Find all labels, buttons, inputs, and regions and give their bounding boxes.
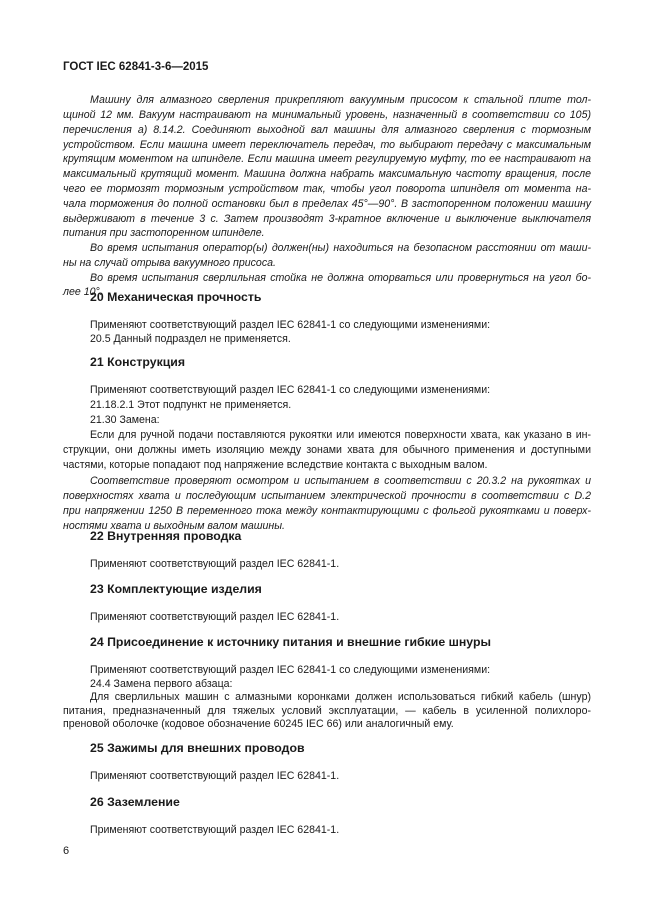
text-line: Применяют соответствующий раздел IEC 62841-1 со следующими изменениями:	[90, 384, 491, 396]
text-line: преновой оболочке (кодовое обозначение 60245 IEC 66) или аналогичный ему.	[63, 718, 454, 730]
text-line: Во время испытания сверлильная стойка не должна оторваться или провернуться на угол бо-	[90, 272, 591, 284]
running-header: ГОСТ IEC 62841-3-6—2015	[63, 61, 209, 73]
text-line: Применяют соответствующий раздел IEC 62841-1.	[90, 558, 340, 570]
text-line: частями, которые попадают под напряжение вследствие контакта с выходным валом.	[63, 459, 488, 471]
section-heading-24: 24 Присоединение к источнику питания и внешние гибкие шнуры	[90, 635, 491, 649]
text-line: Если для ручной подачи поставляются рукоятки или имеются поверхности хвата, как указано в ин-	[90, 429, 591, 441]
text-line: Соответствие проверяют осмотром и испытанием в соответствии с 20.3.2 на рукоятках и	[90, 475, 591, 487]
text-line: лее 10°.	[63, 286, 103, 298]
text-line: Применяют соответствующий раздел IEC 62841-1 со следующими изменениями:	[90, 664, 491, 676]
text-line: крутящим моментом на шпинделе. Если машина имеет регулируемую муфту, то ее настраивают на	[63, 153, 591, 165]
text-line: чего ее тормозят тормозным устройством так, чтобы угол поворота шпинделя от момента на-	[63, 183, 591, 195]
text-line: Применяют соответствующий раздел IEC 62841-1.	[90, 824, 340, 836]
section-heading-25: 25 Зажимы для внешних проводов	[90, 741, 305, 755]
text-line: перечисления а) 8.14.2. Соединяют выходной вал машины для алмазного сверления с тормозным	[63, 124, 591, 136]
text-line: 21.30 Замена:	[90, 414, 160, 426]
text-line: чала торможения до полной остановки был в пределах 45°—90°. В застопоренном положении машину	[63, 198, 591, 210]
text-line: Машину для алмазного сверления прикрепляют вакуумным присосом к стальной плите тол-	[90, 94, 591, 106]
section-heading-21: 21 Конструкция	[90, 355, 186, 369]
text-line: выдерживают в течение 3 с. Затем производят 3-кратное включение и выключение выключателя	[63, 213, 591, 225]
text-line: ны на случай отрыва вакуумного присоса.	[63, 257, 276, 269]
text-line: питания при застопоренном шпинделе.	[63, 227, 265, 239]
text-line: 24.4 Замена первого абзаца:	[90, 678, 233, 690]
section-heading-23: 23 Комплектующие изделия	[90, 582, 262, 596]
text-line: Применяют соответствующий раздел IEC 62841-1.	[90, 611, 340, 623]
section-heading-20: 20 Механическая прочность	[90, 290, 262, 304]
text-line: Применяют соответствующий раздел IEC 62841-1 со следующими изменениями:	[90, 319, 491, 331]
text-line: питания, предназначенный для тяжелых условий эксплуатации, — кабель в усиленной полихлоро-	[63, 705, 591, 717]
text-line: 20.5 Данный подраздел не применяется.	[90, 333, 291, 345]
text-line: при напряжении 1250 В переменного тока между контактирующими с фольгой рукоятками и поверх-	[63, 505, 591, 517]
text-line: ностями хвата и выходным валом машины.	[63, 520, 285, 532]
text-line: 21.18.2.1 Этот подпункт не применяется.	[90, 399, 292, 411]
text-line: поверхностях хвата и последующим испытанием электрической прочности в соответствии с D.2	[63, 490, 591, 502]
text-line: щиной 12 мм. Вакуум настраивают на минимальный уровень, назначенный в соответствии со 105)	[63, 109, 591, 121]
section-heading-22: 22 Внутренняя проводка	[90, 529, 242, 543]
text-line: максимальный крутящий момент. Машина должна набрать максимальную частоту вращения, после	[63, 168, 591, 180]
text-line: устройством. Если машина имеет переключатель передач, то выбирают передачу с максимальным	[63, 139, 591, 151]
page-number: 6	[63, 845, 70, 857]
text-line: Для сверлильных машин с алмазными коронками должен использоваться гибкий кабель (шнур)	[90, 691, 591, 703]
text-line: Применяют соответствующий раздел IEC 62841-1.	[90, 770, 340, 782]
section-heading-26: 26 Заземление	[90, 795, 180, 809]
text-line: струкции, они должны иметь изоляцию между зонами хвата для обычного применения и доступными	[63, 444, 591, 456]
text-line: Во время испытания оператор(ы) должен(ны) находиться на безопасном расстоянии от маши-	[90, 242, 591, 254]
